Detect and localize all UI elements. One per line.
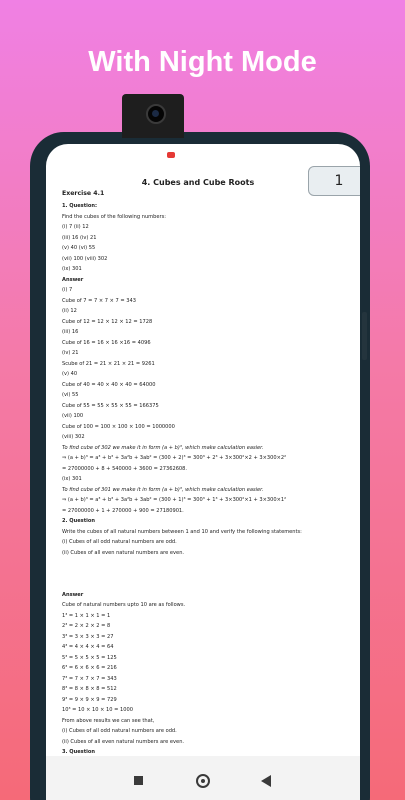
document-title: 4. Cubes and Cube Roots (141, 178, 255, 187)
document-line: 1. Question: (62, 203, 98, 209)
document-line: (ix) 301 (62, 476, 82, 482)
document-line: ⇒ (a + b)³ = a³ + b³ + 3a²b + 3ab² = (300 + 1)³ = 300³ + 1³ + 3×300²×1 + 3×300×1² (62, 497, 287, 503)
document-line: ⇒ (a + b)³ = a³ + b³ + 3a²b + 3ab² = (300 + 2)³ = 300³ + 2³ + 3×300²×2 + 3×300×2² (62, 455, 287, 461)
document-line: Answer (62, 591, 84, 598)
document-line: 6³ = 6 × 6 × 6 = 216 (62, 665, 117, 671)
document-line: Cube of 7 = 7 × 7 × 7 = 343 (62, 297, 137, 304)
document-line: Answer (62, 276, 84, 283)
document-line: 7³ = 7 × 7 × 7 = 343 (62, 675, 117, 682)
document-line: (vi) 55 (62, 392, 79, 398)
document-line: 5³ = 5 × 5 × 5 = 125 (62, 654, 117, 661)
document-line: = 27000000 + 8 + 540000 + 3600 = 27362608. (62, 465, 188, 472)
document-line: 10³ = 10 × 10 × 10 = 1000 (62, 707, 133, 713)
document-line: (ii) Cubes of all even natural numbers are even. (62, 549, 185, 556)
document-line: Cube of 40 = 40 × 40 × 40 = 64000 (62, 381, 156, 388)
phone-side-button (362, 312, 367, 360)
document-line: = 27000000 + 1 + 270000 + 900 = 27180901. (62, 507, 184, 514)
document-line: 4³ = 4 × 4 × 4 = 64 (62, 644, 114, 650)
document-line: 3³ = 3 × 3 × 3 = 27 (62, 633, 114, 640)
document-line: 1³ = 1 × 1 × 1 = 1 (62, 612, 111, 619)
document-line: (i) 7 (ii) 12 (62, 224, 89, 230)
document-line: Find the cubes of the following numbers: (62, 213, 166, 220)
circle-icon[interactable] (196, 774, 210, 788)
exercise-heading: Exercise 4.1 (62, 190, 105, 197)
document-line: 2³ = 2 × 2 × 2 = 8 (62, 623, 111, 629)
document-line: To find cube of 301 we make it in form (a + b)³, which make calculation easier. (62, 486, 264, 493)
phone-screen (46, 144, 360, 800)
android-nav-bar (46, 756, 360, 800)
square-icon[interactable] (134, 776, 143, 785)
document-line: (v) 40 (62, 371, 78, 377)
document-line: From above results we can see that, (62, 717, 155, 724)
document-line: Scube of 21 = 21 × 21 × 21 = 9261 (62, 360, 155, 367)
document-line: (ix) 301 (62, 266, 82, 272)
document-line: 3. Question (62, 749, 96, 755)
document-line: (i) 7 (62, 287, 73, 293)
youtube-icon[interactable] (167, 152, 175, 158)
document-line: (v) 40 (vi) 55 (62, 245, 96, 251)
document-line: (viii) 302 (62, 434, 85, 440)
document-line: (i) Cubes of all odd natural numbers are odd. (62, 539, 177, 545)
triangle-back-icon[interactable] (261, 775, 271, 787)
document-line: (ii) 12 (62, 308, 77, 314)
document-line: Cube of natural numbers upto 10 are as follows. (62, 602, 186, 608)
document-line: (ii) Cubes of all even natural numbers are even. (62, 738, 185, 745)
document-line: (iii) 16 (iv) 21 (62, 234, 97, 241)
document-line: Cube of 55 = 55 × 55 × 55 = 166375 (62, 402, 159, 409)
promo-headline: With Night Mode (88, 46, 317, 78)
document-line: Cube of 12 = 12 × 12 × 12 = 1728 (62, 318, 153, 325)
document-line: 9³ = 9 × 9 × 9 = 729 (62, 696, 117, 703)
document-line: To find cube of 302 we make it in form (a + b)³, which make calculation easier. (62, 444, 264, 451)
document-line: 8³ = 8 × 8 × 8 = 512 (62, 686, 117, 692)
document-line: (vii) 100 (62, 413, 84, 419)
camera-lens-center (152, 110, 159, 117)
document-line: Cube of 16 = 16 × 16 ×16 = 4096 (62, 339, 151, 346)
document-line: Write the cubes of all natural numbers between 1 and 10 and verify the following statements: (62, 528, 302, 535)
page-number-indicator[interactable]: 1 (308, 166, 360, 196)
document-line: Cube of 100 = 100 × 100 × 100 = 1000000 (62, 423, 175, 430)
document-line: (i) Cubes of all odd natural numbers are odd. (62, 728, 177, 734)
document-line: 2. Question (62, 518, 96, 524)
document-line: (vii) 100 (viii) 302 (62, 255, 108, 262)
document-line: (iii) 16 (62, 329, 79, 335)
document-line: (iv) 21 (62, 350, 79, 356)
